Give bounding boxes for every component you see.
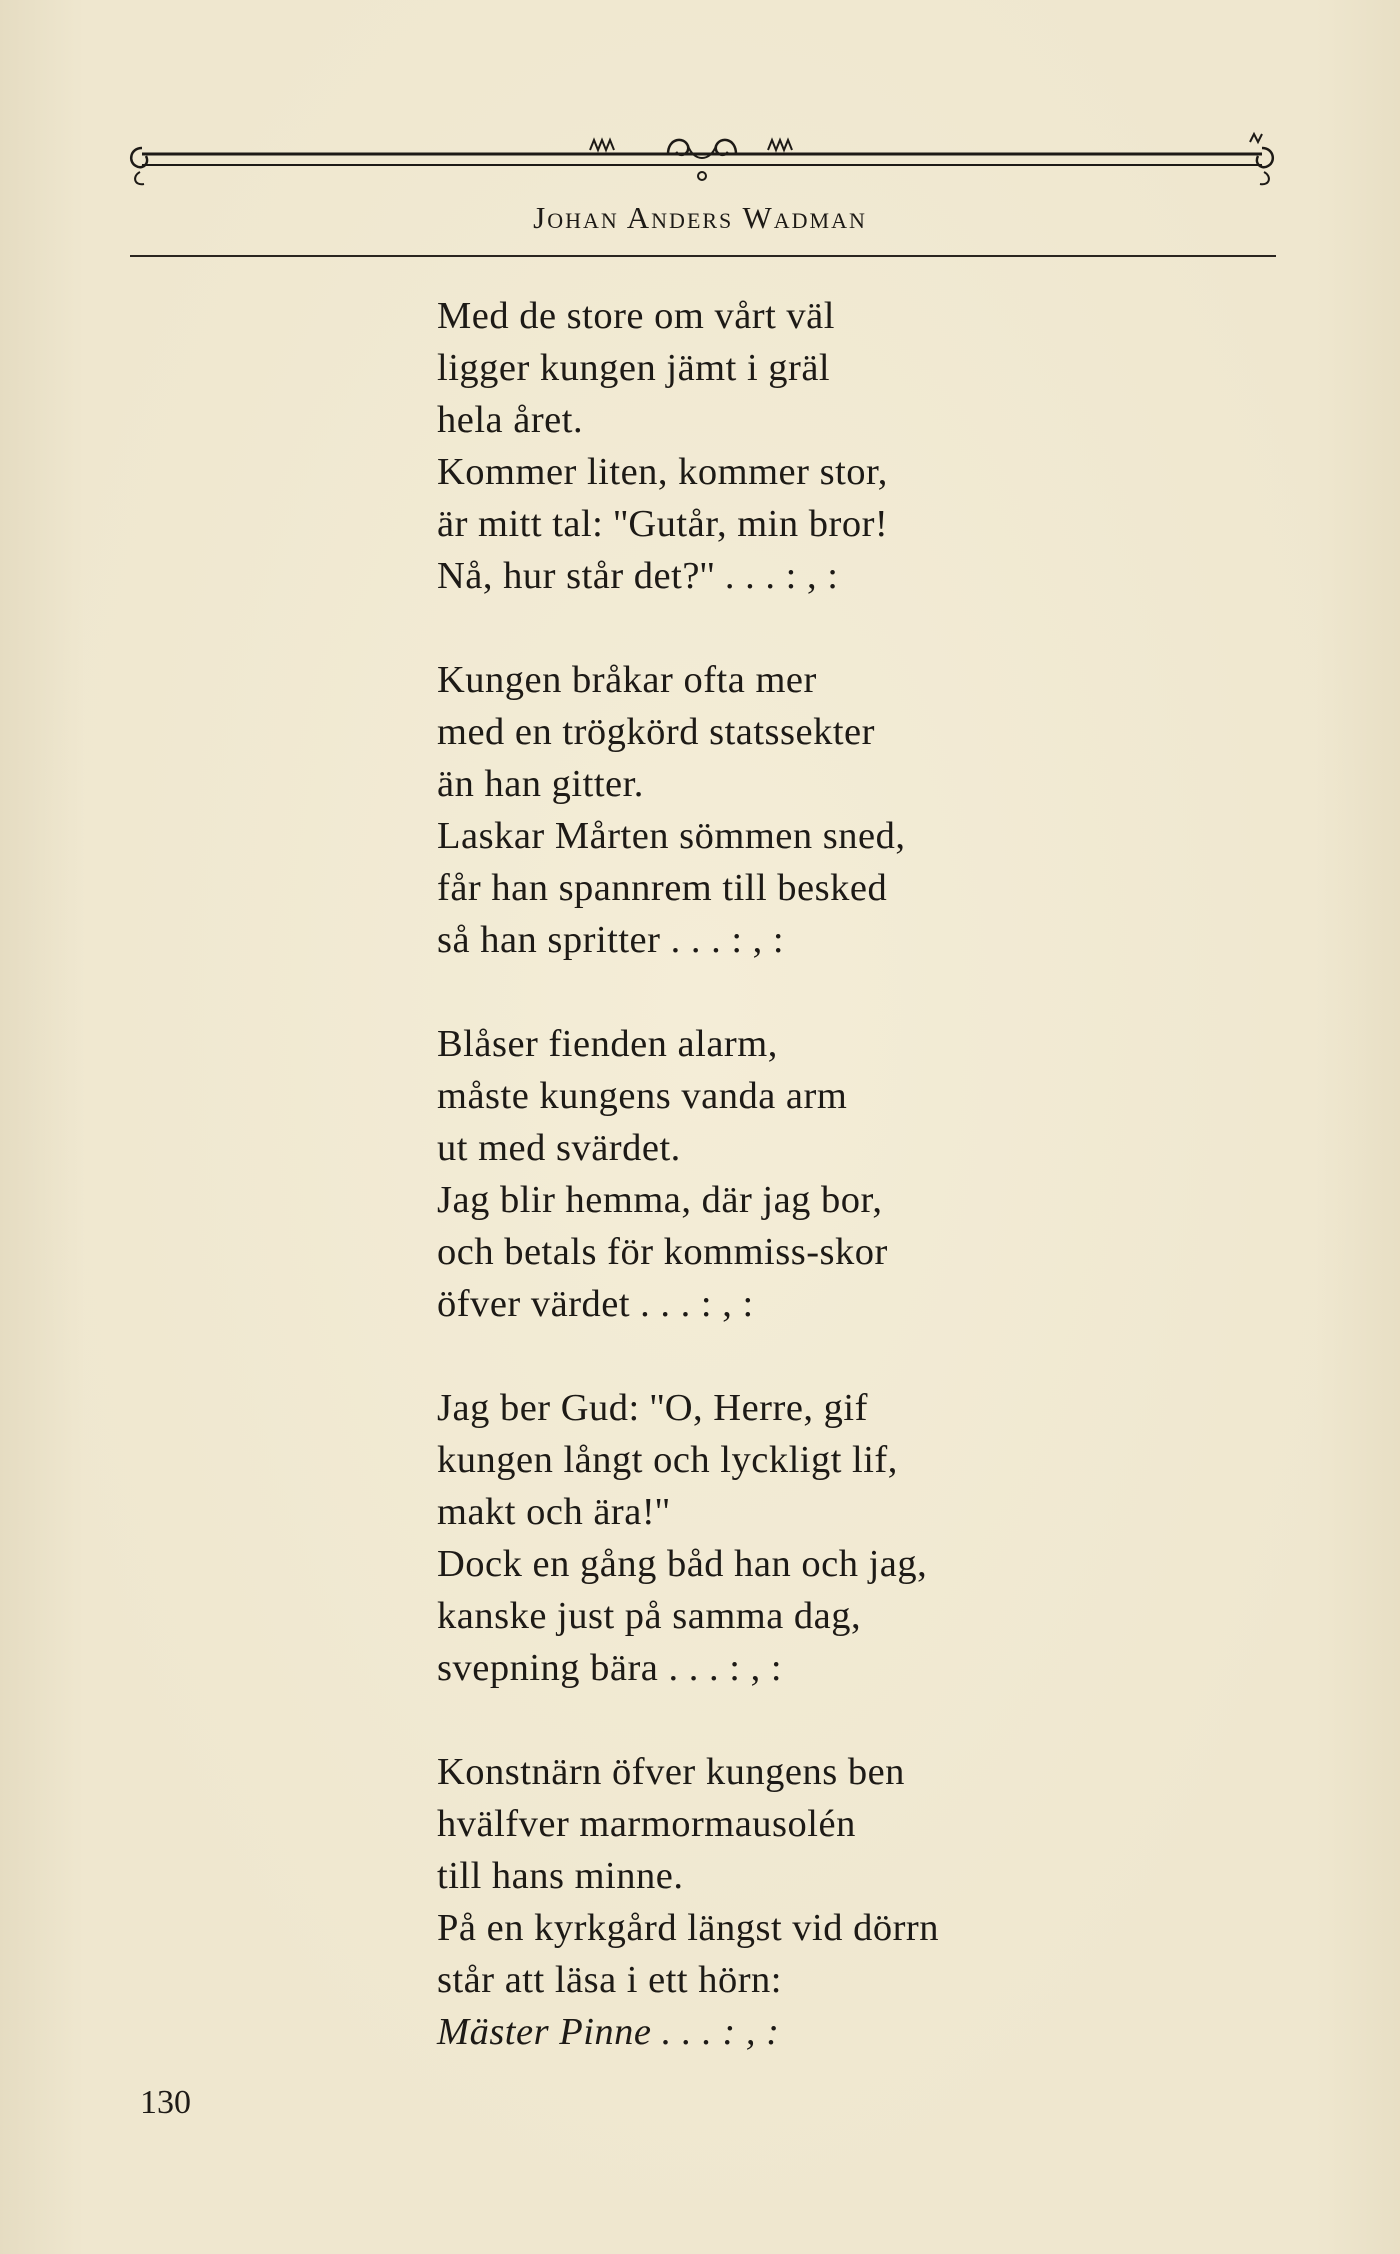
stanza xyxy=(437,290,1117,602)
page-number: 130 xyxy=(140,2084,191,2121)
poem-line: Kommer liten, kommer stor, xyxy=(437,451,888,493)
poem-line: än han gitter. xyxy=(437,763,644,805)
poem-line: kanske just på samma dag, xyxy=(437,1595,862,1637)
poem-line: öfver värdet . . . : , : xyxy=(437,1283,754,1325)
stanza xyxy=(437,1746,1117,2058)
decorative-header-ornament xyxy=(128,128,1276,198)
poem-line: ligger kungen jämt i gräl xyxy=(437,347,831,389)
poem-line: får han spannrem till besked xyxy=(437,867,888,909)
poem-line: svepning bära . . . : , : xyxy=(437,1647,783,1689)
poem-line: makt och ära!'' xyxy=(437,1491,671,1533)
running-header-author: Johan Anders Wadman xyxy=(533,200,867,235)
poem-line: står att läsa i ett hörn: xyxy=(437,1959,782,2001)
poem-line: med en trögkörd statssekter xyxy=(437,711,875,753)
poem-line: Nå, hur står det?'' . . . : , : xyxy=(437,555,839,597)
poem-line: så han spritter . . . : , : xyxy=(437,919,785,961)
poem-line: hvälfver marmormausolén xyxy=(437,1803,856,1845)
stanza xyxy=(437,1382,1117,1694)
poem-text xyxy=(437,290,1117,2110)
poem-line: till hans minne. xyxy=(437,1855,684,1897)
poem-line: ut med svärdet. xyxy=(437,1127,681,1169)
stanza xyxy=(437,654,1117,966)
poem-line: Jag ber Gud: ''O, Herre, gif xyxy=(437,1387,868,1429)
poem-line: Jag blir hemma, där jag bor, xyxy=(437,1179,883,1221)
poem-line: Kungen bråkar ofta mer xyxy=(437,659,817,701)
poem-line: Laskar Mårten sömmen sned, xyxy=(437,815,906,857)
poem-line: är mitt tal: ''Gutår, min bror! xyxy=(437,503,889,545)
poem-line: På en kyrkgård längst vid dörrn xyxy=(437,1907,939,1949)
stanza xyxy=(437,1018,1117,1330)
poem-line: Konstnärn öfver kungens ben xyxy=(437,1751,905,1793)
poem-line: och betals för kommiss-skor xyxy=(437,1231,888,1273)
poem-line: Dock en gång båd han och jag, xyxy=(437,1543,928,1585)
poem-line: måste kungens vanda arm xyxy=(437,1075,848,1117)
header-divider-rule xyxy=(130,255,1276,257)
poem-line: hela året. xyxy=(437,399,584,441)
poem-line: Mäster Pinne . . . : , : xyxy=(437,2011,780,2053)
poem-line: kungen långt och lyckligt lif, xyxy=(437,1439,898,1481)
poem-line: Med de store om vårt väl xyxy=(437,295,835,337)
poem-line: Blåser fienden alarm, xyxy=(437,1023,778,1065)
